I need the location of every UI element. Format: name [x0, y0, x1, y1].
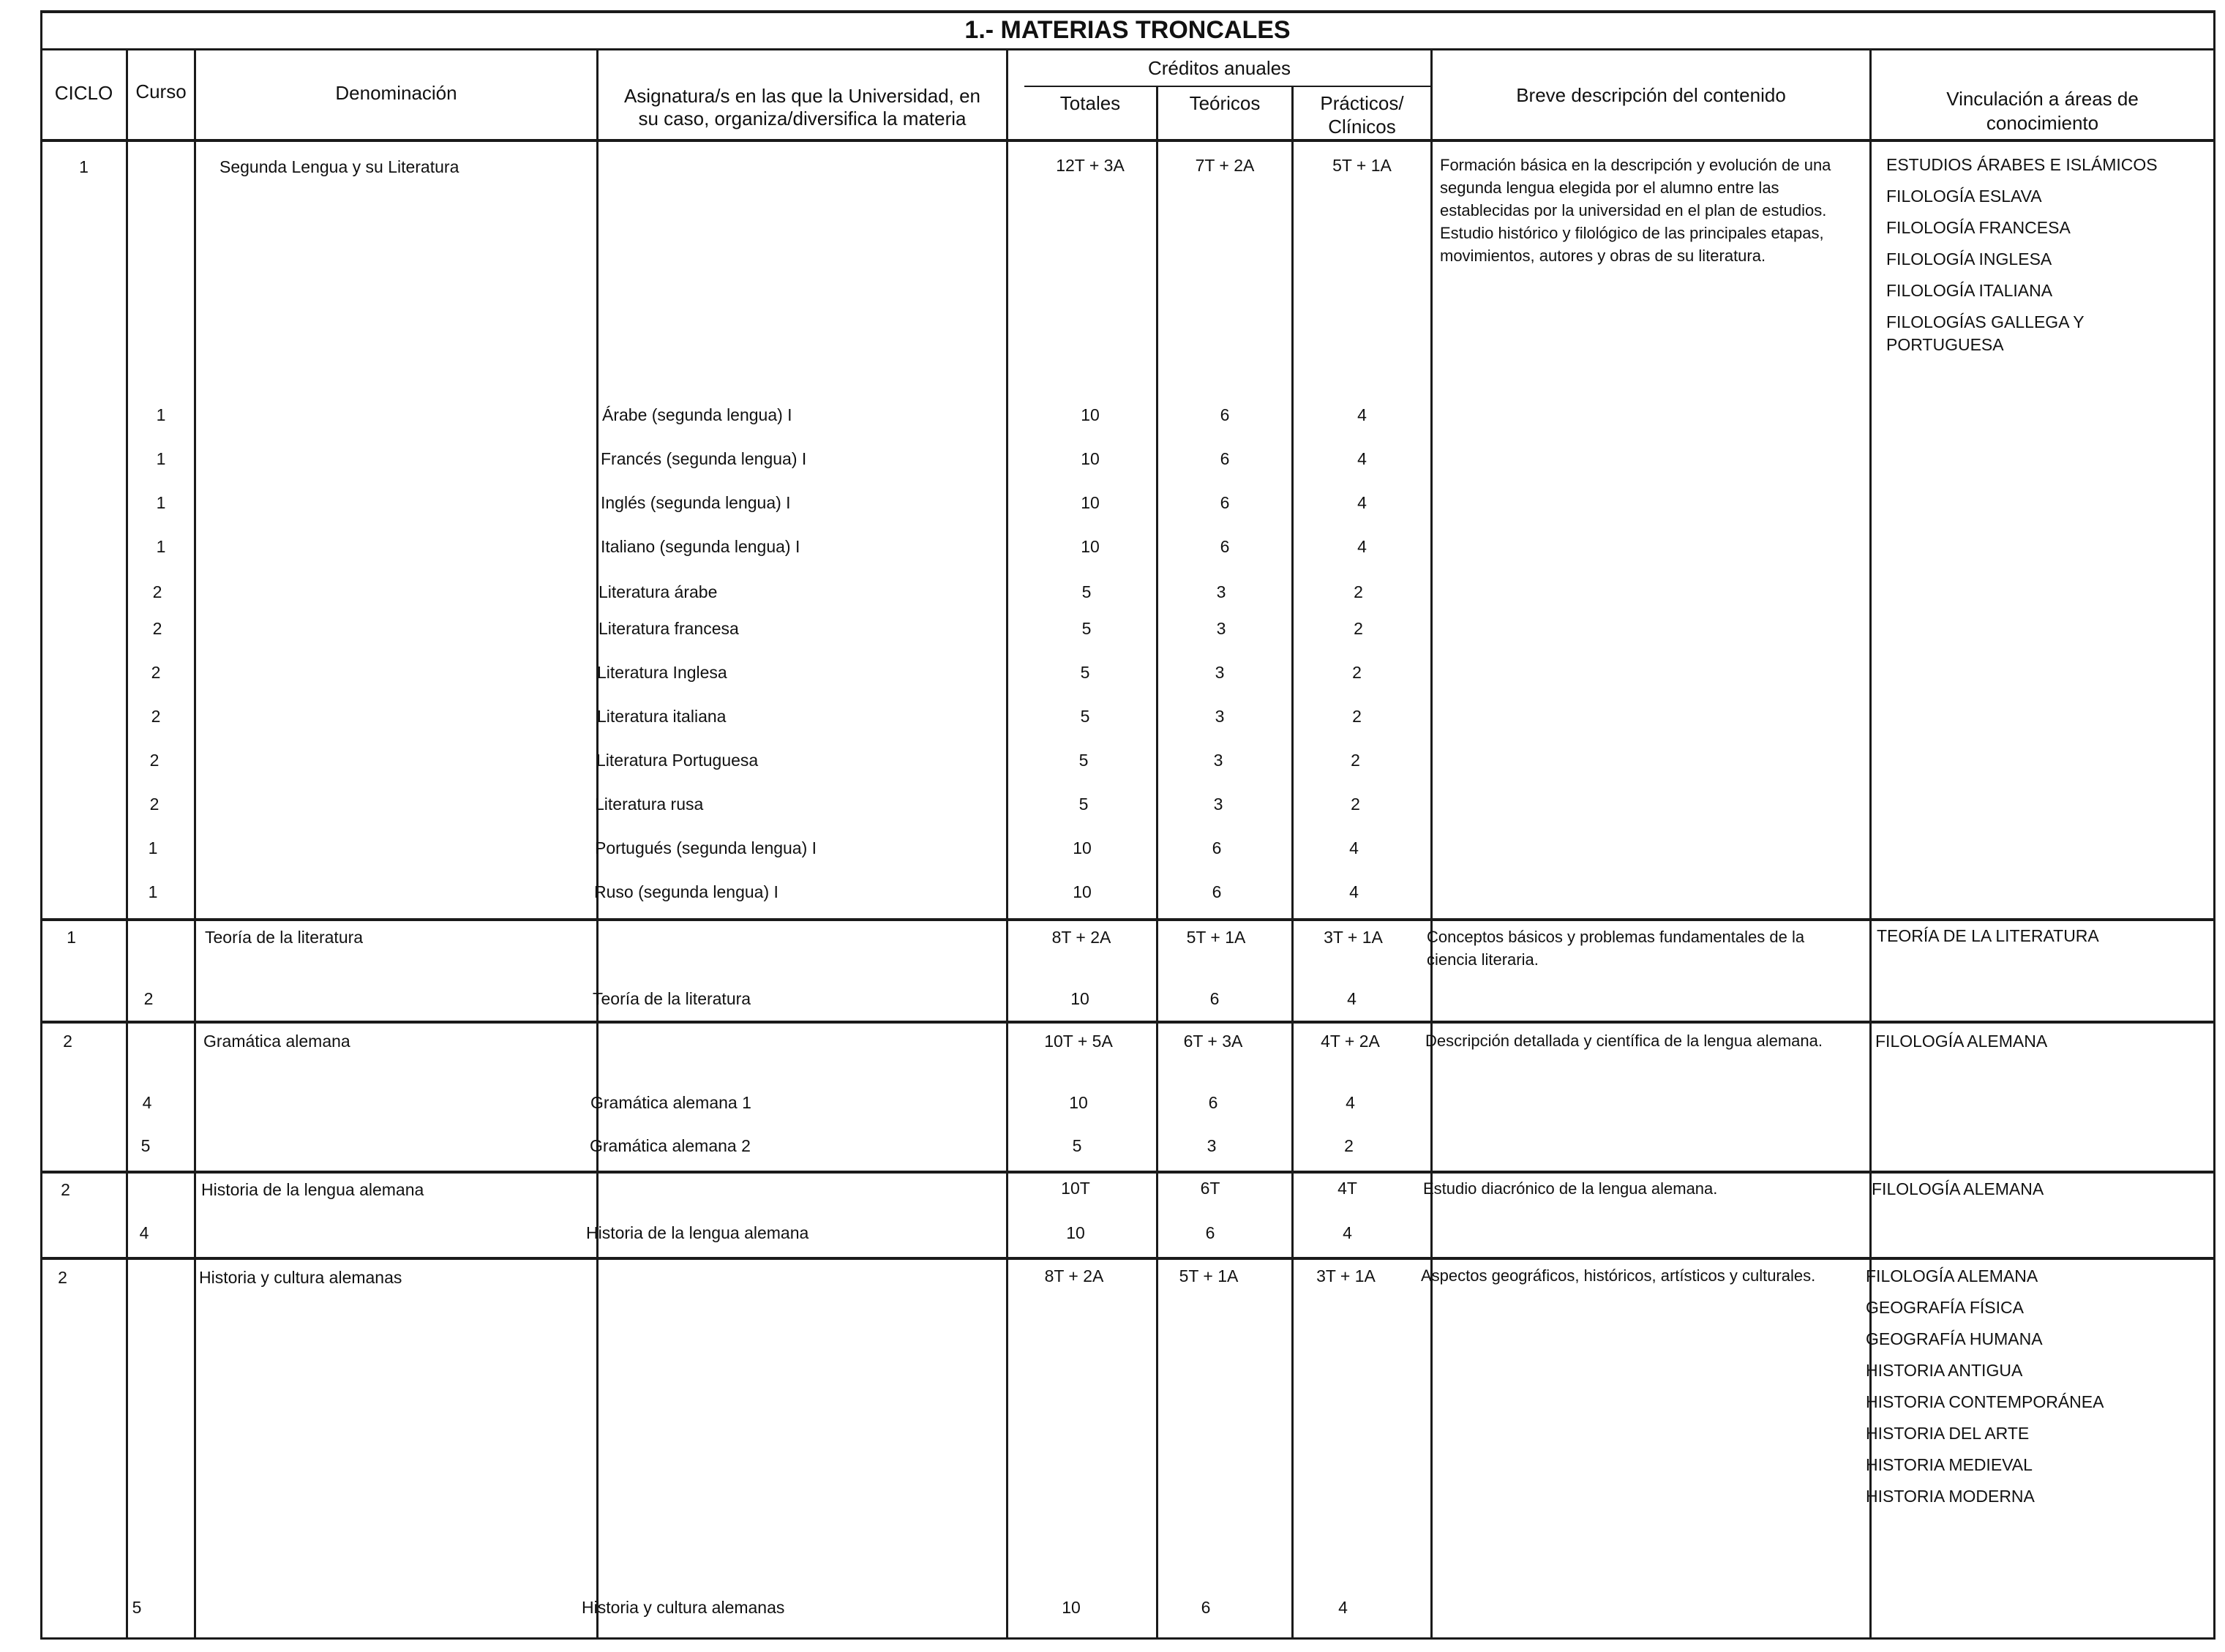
row-practicos: 4: [1357, 449, 1367, 468]
group-area: HISTORIA ANTIGUA: [1866, 1361, 2023, 1380]
row-practicos: 4: [1357, 405, 1367, 424]
row-totales: 10: [1070, 989, 1089, 1008]
row-curso: 4: [139, 1223, 149, 1242]
header-vinculacion: Vinculación a áreas de: [1946, 88, 2139, 110]
row-asignatura: Literatura francesa: [599, 619, 739, 638]
row-teoricos: 6: [1209, 989, 1220, 1008]
row-asignatura: Teoría de la literatura: [593, 989, 751, 1008]
row-curso: 2: [152, 619, 162, 638]
group-separator: [40, 1021, 2215, 1024]
header-practicos-2: Clínicos: [1328, 116, 1396, 138]
header-descripcion: Breve descripción del contenido: [1516, 84, 1786, 106]
row-asignatura: Portugués (segunda lengua) I: [595, 838, 817, 857]
row-totales: 10: [1081, 493, 1100, 512]
group-area: FILOLOGÍA ITALIANA: [1886, 281, 2053, 300]
group-practicos: 5T + 1A: [1332, 156, 1392, 175]
frame-right-line: [2213, 10, 2215, 1640]
row-asignatura: Ruso (segunda lengua) I: [594, 882, 778, 901]
header-bottom-line: [40, 139, 2215, 142]
row-practicos: 4: [1346, 1093, 1355, 1112]
group-totales: 8T + 2A: [1051, 928, 1111, 947]
group-ciclo: 2: [58, 1268, 67, 1287]
row-totales: 10: [1066, 1223, 1085, 1242]
row-teoricos: 6: [1208, 1093, 1218, 1112]
row-asignatura: Literatura Inglesa: [597, 663, 727, 682]
row-asignatura: Literatura Portuguesa: [596, 751, 759, 770]
frame-bottom-line: [40, 1637, 2215, 1640]
group-teoricos: 7T + 2A: [1195, 156, 1255, 175]
row-practicos: 4: [1343, 1223, 1352, 1242]
group-descripcion: Conceptos básicos y problemas fundamentales de la ciencia literaria.: [1427, 928, 1805, 969]
group-teoricos: 5T + 1A: [1179, 1266, 1239, 1285]
row-asignatura: Historia y cultura alemanas: [582, 1598, 785, 1617]
col-line-totales: [1156, 86, 1158, 1640]
group-ciclo: 2: [61, 1180, 70, 1199]
row-practicos: 4: [1349, 882, 1359, 901]
group-teoricos: 6T + 3A: [1183, 1032, 1243, 1051]
row-totales: 5: [1081, 619, 1092, 638]
group-totales: 10T: [1061, 1179, 1090, 1198]
row-asignatura: Árabe (segunda lengua) I: [602, 405, 792, 424]
row-teoricos: 6: [1212, 838, 1222, 857]
row-asignatura: Literatura árabe: [599, 582, 718, 601]
row-teoricos: 3: [1216, 619, 1226, 638]
group-area: HISTORIA MODERNA: [1866, 1487, 2035, 1506]
group-area: FILOLOGÍA FRANCESA: [1886, 218, 2071, 237]
group-ciclo: 2: [63, 1032, 72, 1051]
row-practicos: 2: [1344, 1136, 1354, 1155]
header-denominacion: Denominación: [335, 82, 457, 104]
row-totales: 5: [1078, 751, 1089, 770]
group-area: GEOGRAFÍA FÍSICA: [1866, 1298, 2024, 1317]
row-teoricos: 6: [1220, 405, 1230, 424]
header-teoricos: Teóricos: [1189, 92, 1261, 114]
group-denominacion: Historia de la lengua alemana: [201, 1180, 424, 1199]
row-practicos: 2: [1351, 751, 1360, 770]
row-asignatura: Gramática alemana 1: [590, 1093, 751, 1112]
row-curso: 2: [143, 989, 154, 1008]
row-curso: 1: [148, 882, 158, 901]
row-curso: 5: [132, 1598, 142, 1617]
row-curso: 2: [151, 663, 161, 682]
row-totales: 5: [1080, 663, 1090, 682]
row-teoricos: 3: [1207, 1136, 1217, 1155]
row-practicos: 2: [1351, 795, 1360, 814]
row-curso: 5: [140, 1136, 151, 1155]
group-totales: 10T + 5A: [1044, 1032, 1113, 1051]
row-teoricos: 3: [1213, 795, 1223, 814]
row-teoricos: 6: [1205, 1223, 1215, 1242]
row-practicos: 4: [1338, 1598, 1348, 1617]
col-line-practicos: [1430, 48, 1433, 1640]
header-creditos-anuales: Créditos anuales: [1147, 57, 1291, 79]
row-totales: 5: [1072, 1136, 1082, 1155]
row-asignatura: Gramática alemana 2: [590, 1136, 751, 1155]
group-area: ESTUDIOS ÁRABES E ISLÁMICOS: [1886, 155, 2158, 174]
group-practicos: 4T: [1337, 1179, 1357, 1198]
row-teoricos: 3: [1215, 663, 1225, 682]
group-area: TEORÍA DE LA LITERATURA: [1877, 926, 2099, 945]
group-totales: 12T + 3A: [1056, 156, 1125, 175]
row-teoricos: 3: [1215, 707, 1225, 726]
row-totales: 5: [1078, 795, 1089, 814]
row-practicos: 2: [1352, 707, 1362, 726]
group-separator: [40, 918, 2215, 921]
group-area: PORTUGUESA: [1886, 335, 2004, 354]
row-asignatura: Francés (segunda lengua) I: [601, 449, 807, 468]
group-descripcion: Estudio diacrónico de la lengua alemana.: [1423, 1179, 1718, 1198]
group-descripcion: Formación básica en la descripción y evolución de una segunda lengua elegida por el alumno entre las establecidas por la universidad en el plan de estudios. Estudio histórico y filológico de las principales etapas, movimientos, autores y obras de su literatura.: [1440, 156, 1831, 265]
row-teoricos: 3: [1213, 751, 1223, 770]
row-curso: 1: [148, 838, 158, 857]
row-teoricos: 6: [1220, 493, 1230, 512]
group-descripcion: Descripción detallada y científica de la lengua alemana.: [1425, 1032, 1823, 1050]
group-teoricos: 6T: [1200, 1179, 1220, 1198]
row-curso: 2: [149, 795, 160, 814]
row-totales: 10: [1081, 405, 1100, 424]
row-teoricos: 6: [1212, 882, 1222, 901]
row-practicos: 4: [1357, 493, 1367, 512]
group-area: FILOLOGÍA INGLESA: [1886, 249, 2052, 269]
row-curso: 2: [151, 707, 161, 726]
group-denominacion: Gramática alemana: [203, 1032, 350, 1051]
page-title: 1.- MATERIAS TRONCALES: [964, 16, 1291, 44]
header-asignaturas: Asignatura/s en las que la Universidad, en: [623, 85, 981, 107]
group-area: FILOLOGÍAS GALLEGA Y: [1886, 312, 2085, 331]
group-area: FILOLOGÍA ALEMANA: [1872, 1179, 2044, 1198]
group-descripcion: Aspectos geográficos, históricos, artísticos y culturales.: [1421, 1266, 1816, 1285]
group-denominacion: Segunda Lengua y su Literatura: [220, 157, 459, 176]
row-practicos: 4: [1357, 537, 1367, 556]
row-asignatura: Historia de la lengua alemana: [586, 1223, 809, 1242]
group-practicos: 3T + 1A: [1316, 1266, 1376, 1285]
title-bottom-line: [40, 48, 2215, 50]
row-totales: 10: [1073, 838, 1092, 857]
group-separator: [40, 1171, 2215, 1174]
header-vinculacion-2: conocimiento: [1986, 112, 2099, 134]
row-teoricos: 6: [1220, 449, 1230, 468]
row-practicos: 2: [1354, 619, 1363, 638]
row-asignatura: Literatura rusa: [595, 795, 704, 814]
row-curso: 1: [156, 449, 166, 468]
group-totales: 8T + 2A: [1044, 1266, 1104, 1285]
row-practicos: 4: [1349, 838, 1359, 857]
group-denominacion: Teoría de la literatura: [205, 928, 364, 947]
group-denominacion: Historia y cultura alemanas: [199, 1268, 402, 1287]
row-totales: 5: [1081, 582, 1092, 601]
group-ciclo: 1: [67, 928, 76, 947]
row-practicos: 2: [1352, 663, 1362, 682]
row-practicos: 2: [1354, 582, 1363, 601]
header-asignaturas-2: su caso, organiza/diversifica la materia: [638, 108, 967, 129]
header-practicos: Prácticos/: [1320, 92, 1404, 114]
group-area: HISTORIA DEL ARTE: [1866, 1424, 2030, 1443]
row-curso: 1: [156, 405, 166, 424]
row-curso: 2: [149, 751, 160, 770]
group-teoricos: 5T + 1A: [1186, 928, 1246, 947]
header-ciclo: CICLO: [54, 82, 113, 104]
row-asignatura: Inglés (segunda lengua) I: [601, 493, 791, 512]
row-practicos: 4: [1347, 989, 1357, 1008]
row-totales: 10: [1081, 537, 1100, 556]
header-curso: Curso: [135, 80, 187, 102]
row-teoricos: 3: [1216, 582, 1226, 601]
row-asignatura: Literatura italiana: [597, 707, 727, 726]
group-ciclo: 1: [79, 157, 89, 176]
row-totales: 10: [1069, 1093, 1088, 1112]
row-curso: 1: [156, 493, 166, 512]
row-curso: 2: [152, 582, 162, 601]
group-area: FILOLOGÍA ALEMANA: [1875, 1032, 2048, 1051]
row-totales: 10: [1062, 1598, 1081, 1617]
row-curso: 4: [142, 1093, 152, 1112]
row-asignatura: Italiano (segunda lengua) I: [601, 537, 800, 556]
col-line-teoricos: [1291, 86, 1294, 1640]
group-area: GEOGRAFÍA HUMANA: [1866, 1329, 2043, 1348]
row-totales: 10: [1081, 449, 1100, 468]
row-totales: 10: [1073, 882, 1092, 901]
row-curso: 1: [156, 537, 166, 556]
frame-left-line: [40, 10, 42, 1640]
col-line-asignatura: [1006, 48, 1008, 1640]
row-teoricos: 6: [1220, 537, 1230, 556]
creditos-sub-line: [1024, 86, 1430, 87]
group-area: HISTORIA MEDIEVAL: [1866, 1455, 2033, 1474]
col-line-curso: [194, 48, 196, 1640]
row-teoricos: 6: [1201, 1598, 1211, 1617]
group-area: FILOLOGÍA ALEMANA: [1866, 1266, 2038, 1285]
group-practicos: 3T + 1A: [1324, 928, 1383, 947]
group-area: FILOLOGÍA ESLAVA: [1886, 187, 2042, 206]
group-practicos: 4T + 2A: [1321, 1032, 1380, 1051]
group-area: HISTORIA CONTEMPORÁNEA: [1866, 1392, 2104, 1411]
row-totales: 5: [1080, 707, 1090, 726]
group-separator: [40, 1257, 2215, 1260]
header-totales: Totales: [1059, 92, 1121, 114]
